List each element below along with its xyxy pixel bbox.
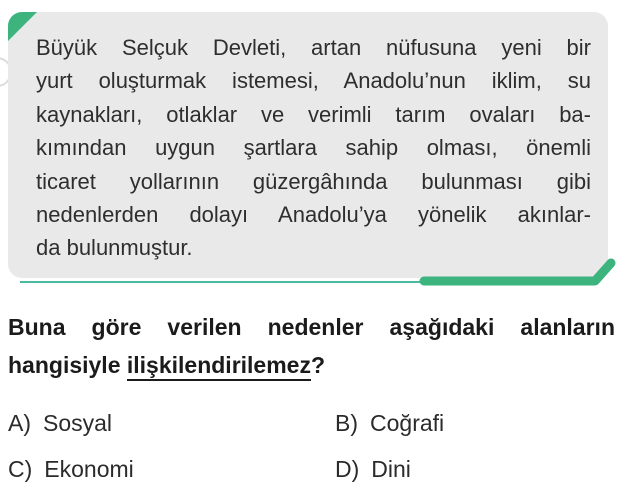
passage-text — [36, 31, 591, 265]
question-line-2 — [8, 346, 615, 384]
option-b[interactable] — [335, 410, 614, 437]
option-b-label: Coğrafi — [370, 410, 445, 436]
passage-card — [8, 12, 608, 278]
option-c-letter: C) — [8, 456, 33, 482]
question-line2-prefix: hangisiyle — [8, 352, 127, 378]
corner-fold-icon — [8, 12, 37, 41]
passage-line: kaynakları, otlaklar ve verimli tarım ovaları ba- — [36, 101, 591, 127]
option-c-label: Ekonomi — [44, 456, 134, 482]
passage-line: da bulunmuştur. — [36, 235, 193, 261]
answer-options — [8, 410, 614, 483]
passage-line: yurt oluşturmak istemesi, Anadolu’nun iklim, su — [36, 68, 591, 94]
passage-line: ticaret yollarının güzergâhında bulunması gibi — [36, 168, 591, 194]
option-c[interactable] — [8, 456, 335, 483]
divider-swoosh — [424, 263, 611, 281]
passage-line: Büyük Selçuk Devleti, artan nüfusuna yeni bir — [36, 35, 591, 60]
option-a-letter: A) — [8, 410, 31, 436]
option-b-letter: B) — [335, 410, 358, 436]
option-a[interactable] — [8, 410, 335, 437]
question-line-1: Buna göre verilen nedenler aşağıdaki alanların — [8, 314, 615, 340]
option-d[interactable] — [335, 456, 614, 483]
passage-line: nedenlerden dolayı Anadolu’ya yönelik akınlar- — [36, 202, 591, 228]
question-mark: ? — [310, 352, 326, 378]
passage-line: kımından uygun şartlara sahip olması, önemli — [36, 135, 591, 161]
divider-underline — [0, 256, 624, 290]
option-d-label: Dini — [371, 456, 411, 482]
question-text — [8, 308, 615, 384]
question-keyword-underlined: ilişkilendirilemez — [127, 352, 311, 381]
option-d-letter: D) — [335, 456, 360, 482]
option-a-label: Sosyal — [43, 410, 113, 436]
